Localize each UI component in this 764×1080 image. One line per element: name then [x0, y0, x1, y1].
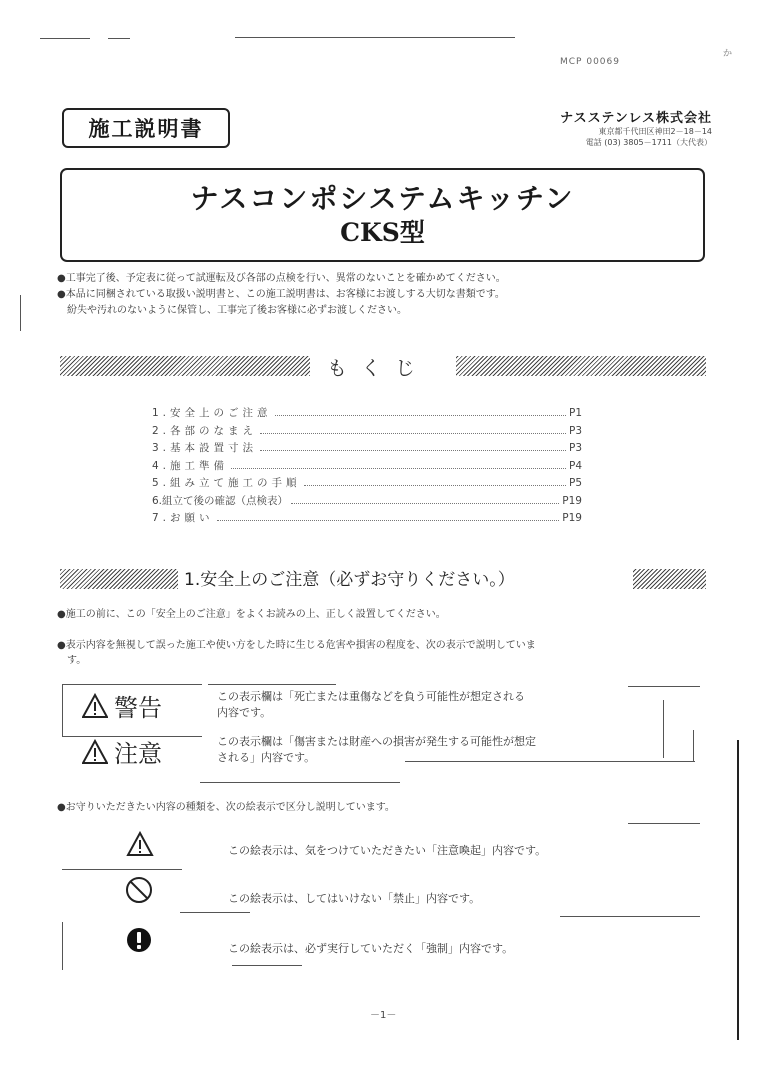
symbol-description: この絵表示は、してはいけない「禁止」内容です。 — [228, 892, 481, 905]
toc-leader — [217, 520, 560, 521]
toc-item — [152, 405, 582, 423]
toc-item-title: 3.基本設置寸法 — [152, 442, 258, 454]
company-tel: 電話 (03) 3805－1711（大代表） — [585, 138, 712, 147]
toc-item-title: 1.安全上のご注意 — [152, 407, 272, 419]
caution-triangle-icon — [126, 831, 154, 857]
caution-triangle-icon — [82, 739, 108, 765]
warning-triangle-icon — [82, 693, 108, 719]
toc-leader — [275, 415, 566, 416]
signal-rule — [628, 686, 700, 687]
section-heading-text: 1.安全上のご注意（必ずお守りください。） — [184, 569, 515, 590]
intro-line: ●工事完了後、予定表に従って試運転及び各部の点検を行い、異常のないことを確かめてください。 — [57, 273, 506, 284]
document-code: MCP 00069 — [560, 57, 620, 67]
warning-text: 警告 — [114, 694, 162, 722]
document-type-badge — [62, 108, 230, 148]
toc-item — [152, 510, 582, 528]
caution-label — [82, 734, 162, 769]
symbols-rule — [62, 869, 182, 870]
company-block — [560, 107, 712, 148]
section-heading — [184, 567, 574, 590]
product-title: ナスコンポシステムキッチン — [190, 182, 575, 215]
signal-rule — [62, 684, 63, 736]
intro-line: ●本品に同梱されている取扱い説明書と、この施工説明書は、お客様にお渡しする大切な書類です。 — [57, 289, 505, 300]
toc-band-right — [456, 356, 706, 376]
margin-mark — [20, 295, 21, 331]
top-rule — [108, 38, 130, 39]
company-address: 東京都千代田区神田2－18－14 — [598, 127, 712, 136]
signal-rule — [200, 782, 400, 783]
warning-description — [217, 689, 525, 721]
prohibited-icon — [125, 876, 153, 904]
product-model: CKS型 — [340, 218, 425, 247]
toc-leader — [304, 485, 566, 486]
margin-rule — [737, 740, 739, 1040]
toc-band-left — [60, 356, 310, 376]
signal-rule — [663, 700, 664, 758]
warning-desc-line: 内容です。 — [217, 706, 272, 719]
symbols-rule — [62, 922, 63, 970]
section-band-right — [633, 569, 706, 589]
section-note: す。 — [57, 655, 87, 666]
signal-rule — [693, 730, 694, 762]
caution-text: 注意 — [114, 740, 162, 768]
symbols-rule — [628, 823, 700, 824]
toc-item — [152, 423, 582, 441]
warning-desc-line: この表示欄は「死亡または重傷などを負う可能性が想定される — [217, 690, 525, 703]
symbols-intro: ●お守りいただきたい内容の種類を、次の絵表示で区分し説明しています。 — [57, 802, 395, 813]
toc-leader — [231, 468, 566, 469]
toc-item-page: P19 — [562, 494, 582, 507]
section-note: ●施工の前に、この「安全上のご注意」をよくお読みの上、正しく設置してください。 — [57, 609, 446, 620]
toc-item-title: 7.お願い — [152, 512, 214, 524]
company-name: ナスステンレス株式会社 — [560, 111, 712, 126]
toc-item — [152, 493, 582, 511]
caution-desc-line: この表示欄は「傷害または財産への損害が発生する可能性が想定 — [217, 735, 536, 748]
table-of-contents — [152, 405, 582, 528]
section-note: ●表示内容を無視して誤った施工や使い方をした時に生じる危害や損害の程度を、次の表示で説明していま — [57, 640, 536, 651]
toc-item-page: P3 — [568, 442, 582, 454]
section-band-left — [60, 569, 178, 589]
symbols-rule — [232, 965, 302, 966]
intro-line: 紛失や汚れのないように保管し、工事完了後お客様に必ずお渡しください。 — [57, 305, 407, 316]
warning-label — [82, 688, 162, 723]
document-type-label: 施工説明書 — [88, 117, 204, 141]
toc-item-title: 2.各部のなまえ — [152, 424, 258, 437]
mandatory-icon — [125, 926, 153, 954]
symbols-rule — [560, 916, 700, 917]
toc-heading — [318, 355, 438, 380]
caution-description — [217, 734, 536, 766]
signal-rule — [62, 684, 202, 685]
toc-item — [152, 475, 582, 493]
toc-item-title: 4.施工準備 — [152, 459, 229, 472]
title-box — [60, 168, 705, 262]
toc-item-page: P19 — [562, 512, 582, 524]
top-rule — [235, 37, 515, 38]
toc-item — [152, 440, 582, 458]
toc-leader — [260, 433, 566, 434]
toc-leader — [291, 503, 559, 504]
toc-item — [152, 458, 582, 476]
toc-leader — [260, 450, 566, 451]
toc-item-page: P1 — [568, 407, 582, 419]
toc-item-title: 6.組立て後の確認（点検表） — [152, 494, 289, 507]
toc-item-page: P5 — [568, 477, 582, 489]
toc-item-title: 5.組み立て施工の手順 — [152, 477, 301, 489]
symbol-description: この絵表示は、気をつけていただきたい「注意喚起」内容です。 — [228, 844, 547, 857]
signal-rule — [208, 684, 336, 685]
caution-desc-line: される」内容です。 — [217, 751, 316, 764]
toc-item-page: P3 — [568, 424, 582, 437]
symbols-rule — [180, 912, 250, 913]
top-rule — [40, 38, 90, 39]
page-number: －1－ — [370, 1010, 397, 1021]
toc-item-page: P4 — [568, 459, 582, 472]
toc-heading-text: もくじ — [327, 355, 429, 380]
corner-mark: か — [723, 49, 733, 59]
symbol-description: この絵表示は、必ず実行していただく「強制」内容です。 — [228, 942, 514, 955]
